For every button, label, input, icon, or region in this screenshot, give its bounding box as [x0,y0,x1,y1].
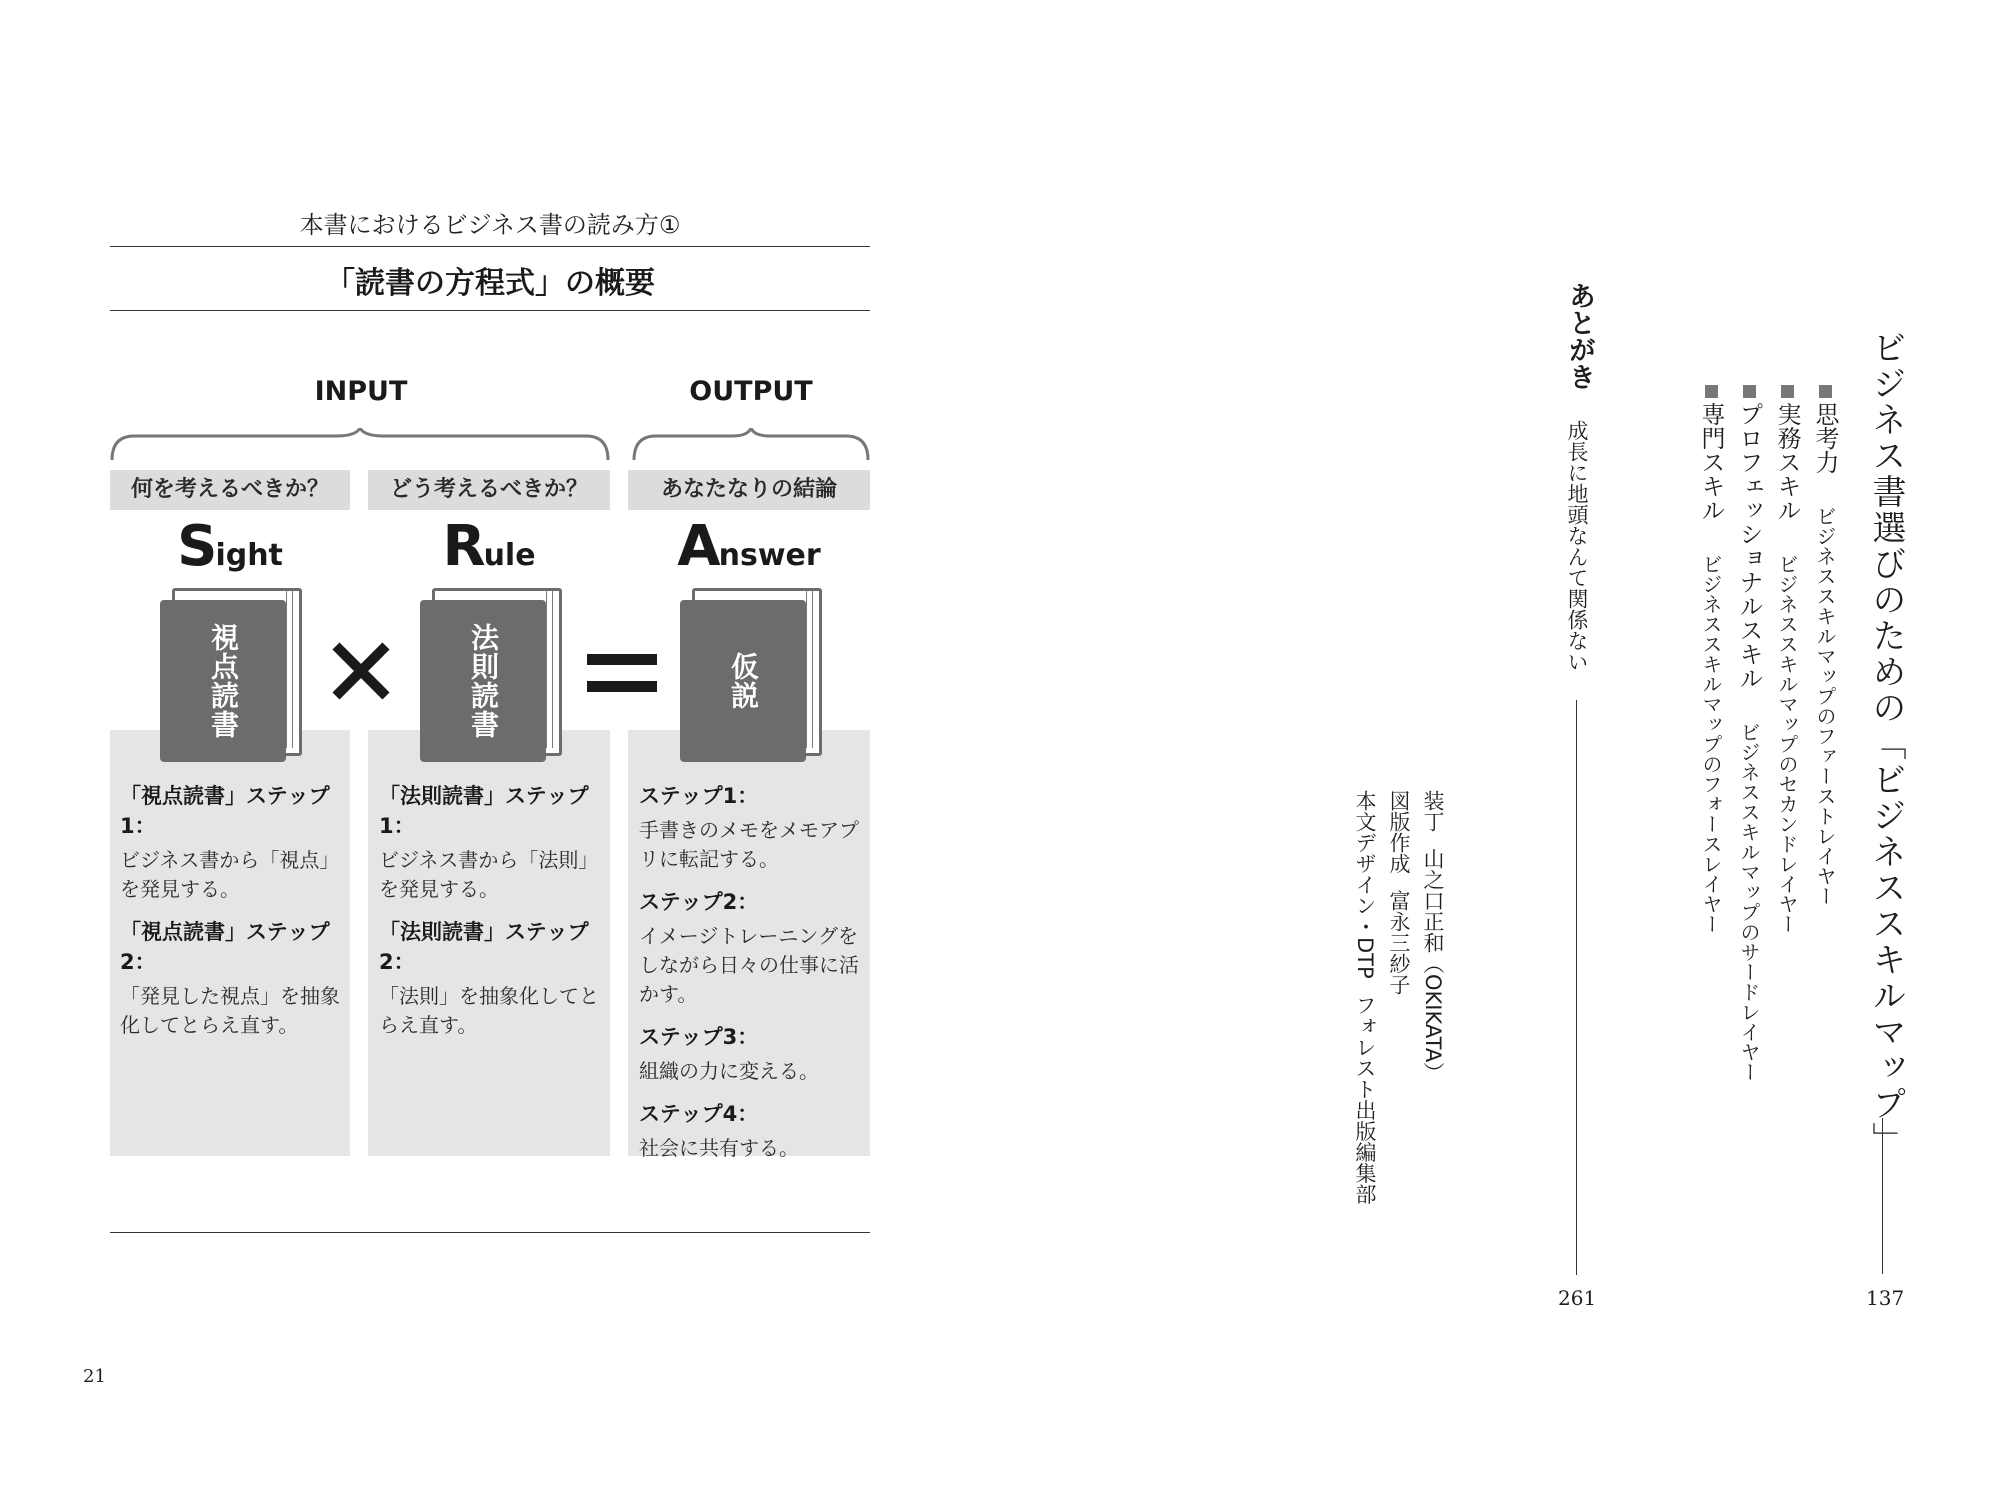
figure-bottom-rule [110,1232,870,1233]
step-head: ステップ1： [639,784,759,808]
afterword-page-number: 261 [1558,1286,1597,1310]
output-label: OUTPUT [689,376,813,407]
credit-role: 図版作成 [1387,790,1411,874]
subitem-specialist [1694,385,1729,934]
step-head: ステップ3： [639,1025,759,1049]
question-sight: 何を考えるべきか？ [110,470,350,510]
subitem-title: 専門スキル [1697,402,1725,522]
answer-rest: nswer [718,538,821,573]
subitem-desc: ビジネススキルマップのサードレイヤー [1737,722,1761,1082]
step-head: 「視点読書」ステップ2： [120,920,330,974]
question-answer: あなたなりの結論 [628,470,870,510]
sight-cap: S [177,514,216,579]
figure-label: 本書におけるビジネス書の読み方① [299,211,681,239]
title-rule-top [110,246,870,247]
step-body: 「発見した視点」を抽象化してとらえ直す。 [120,984,340,1037]
rule-rest: ule [483,538,536,573]
steps-rule [379,780,607,1052]
step-body: 手書きのメモをメモアプリに転記する。 [639,818,859,871]
credit-name: 山之口正和（OKIKATA） [1421,848,1445,1084]
page-number-left: 21 [83,1366,106,1387]
input-label: INPUT [314,376,408,407]
step-body: 「法則」を抽象化してとらえ直す。 [379,984,599,1037]
step-head: ステップ2： [639,890,759,914]
answer-cap: A [677,514,719,579]
subitem-desc: ビジネススキルマップのセカンドレイヤー [1775,554,1799,934]
square-bullet-icon [1705,385,1718,398]
book-title-answer: 仮説 [727,652,760,710]
answer-heading [628,514,870,579]
subitem-title: プロフェッショナルスキル [1735,402,1763,690]
square-bullet-icon [1743,385,1756,398]
chapter-page-number: 137 [1866,1286,1905,1310]
subitem-thinking [1808,385,1843,906]
credit-role: 本文デザイン・DTP [1353,790,1377,979]
sight-heading [110,514,350,579]
chapter-leader-line [1882,1118,1883,1274]
credit-name: フォレスト出版編集部 [1353,994,1377,1205]
subitem-desc: ビジネススキルマップのファーストレイヤー [1813,506,1837,906]
subitem-title: 実務スキル [1773,402,1801,522]
square-bullet-icon [1819,385,1832,398]
equals-operator [587,650,657,702]
afterword-subtitle: 成長に地頭なんて関係ない [1565,420,1589,672]
credit-name: 富永三紗子 [1387,890,1411,995]
credit-design [1350,790,1380,1205]
title-rule-bottom [110,310,870,311]
times-operator [330,640,392,706]
steps-sight [120,780,348,1052]
step-head: ステップ4： [639,1102,759,1126]
book-icon [680,582,820,762]
step-body: 社会に共有する。 [639,1136,799,1160]
subitem-title: 思考力 [1811,402,1839,474]
book-icon [420,582,560,762]
rule-cap: R [442,514,484,579]
step-head: 「法則読書」ステップ2： [379,920,589,974]
afterword-title: あとがき [1564,282,1595,390]
credit-role: 装丁 [1421,790,1445,832]
step-body: ビジネス書から「法則」を発見する。 [379,848,599,901]
credit-illustration [1384,790,1414,995]
square-bullet-icon [1781,385,1794,398]
subitem-professional [1732,385,1767,1082]
credit-cover [1418,790,1448,1083]
subitem-practical [1770,385,1805,934]
book-title-sight: 視点読書 [207,623,240,739]
input-brace [110,428,610,462]
question-rule: どう考えるべきか？ [368,470,610,510]
step-body: 組織の力に変える。 [639,1059,819,1083]
subitem-desc: ビジネススキルマップのフォースレイヤー [1699,554,1723,934]
step-body: イメージトレーニングをしながら日々の仕事に活かす。 [639,924,859,1006]
figure-title: 「読書の方程式」の概要 [325,266,655,301]
book-title-rule: 法則読書 [467,623,500,739]
afterword-leader-line [1576,700,1577,1275]
output-brace [632,428,872,462]
sight-rest: ight [215,538,283,573]
step-body: ビジネス書から「視点」を発見する。 [120,848,340,901]
chapter-title: ビジネス書選びのための「ビジネススキルマップ」 [1866,330,1906,1158]
rule-heading [368,514,610,579]
steps-answer [639,780,867,1175]
step-head: 「法則読書」ステップ1： [379,784,589,838]
step-head: 「視点読書」ステップ1： [120,784,330,838]
book-icon [160,582,300,762]
